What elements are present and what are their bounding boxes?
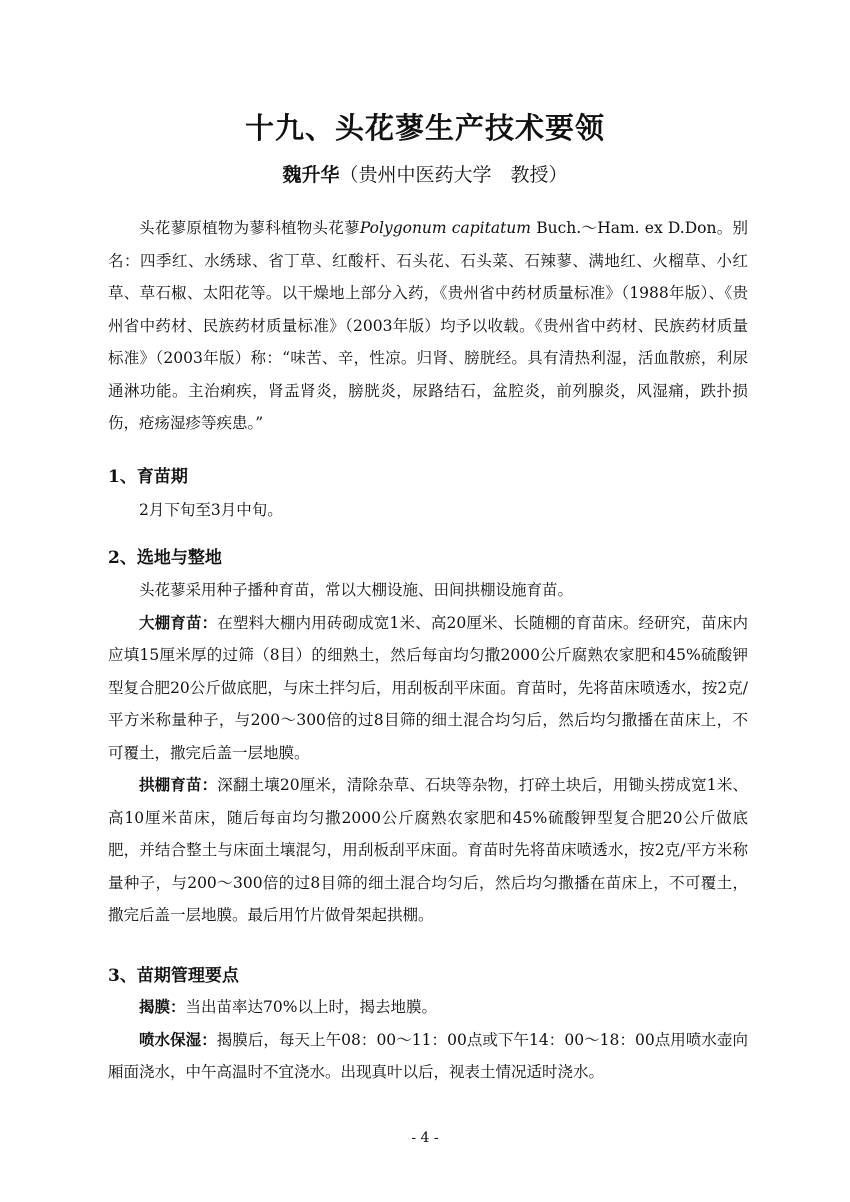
section-2-heading: 2、选地与整地 <box>108 548 222 568</box>
author-line <box>0 160 850 187</box>
section-2-block <box>108 574 748 932</box>
greenhouse-term: 大棚育苗： <box>139 612 218 632</box>
arch-shed-paragraph <box>108 769 748 932</box>
latin-name: Polygonum capitatum <box>359 219 531 237</box>
intro-paragraph-block <box>108 212 748 440</box>
section-1-heading: 1、育苗期 <box>108 467 188 487</box>
section-2-intro: 头花蓼采用种子播种育苗，常以大棚设施、田间拱棚设施育苗。 <box>139 581 574 599</box>
watering-paragraph <box>108 1024 748 1089</box>
intro-paragraph <box>108 212 748 440</box>
page-number: - 4 - <box>411 1130 439 1146</box>
arch-shed-term: 拱棚育苗： <box>139 775 218 794</box>
film-removal-paragraph <box>108 991 748 1024</box>
author-name: 魏升华 <box>282 164 340 186</box>
intro-text-rest: Buch.～Ham. ex D.Don。别名：四季红、水绣球、省丁草、红酸杆、石头花、石头菜、石辣蓼、满地红、火榴草、小红草、草石椒、太阳花等。以干燥地上部分入药，《贵州省中药材质量标准》（1988年版）、《贵州省中药材、民族药材质量标准》（2003年版）均予以收载。《贵州省中药材、民族药材质量标准》（2003年版）称：“味苦、辛，性凉。归肾、膀胱经。具有清热利湿，活血散瘀，利尿通淋功能。主治痢疾，肾盂肾炎，膀胱炎，尿路结石，盆腔炎，前列腺炎，风湿痛，跌扑损伤，疮疡湿疹等疾患。” <box>108 219 748 432</box>
greenhouse-text: 在塑料大棚内用砖砌成宽1米、高20厘米、长随棚的育苗床。经研究，苗床内应填15厘米厚的过筛（8目）的细熟土，然后每亩均匀撒2000公斤腐熟农家肥和45%硫酸钾型复合肥20公斤做底肥，与床土拌匀后，用刮板刮平床面。育苗时，先将苗床喷透水，按2克/平方米称量种子，与200～300倍的过8目筛的细土混合均匀后，然后均匀撒播在苗床上，不可覆土，撒完后盖一层地膜。 <box>108 613 748 762</box>
greenhouse-paragraph <box>108 607 748 770</box>
arch-shed-text: 深翻土壤20厘米，清除杂草、石块等杂物，打碎土块后，用锄头捞成宽1米、高10厘米苗床，随后每亩均匀撒2000公斤腐熟农家肥和45%硫酸钾型复合肥20公斤做底肥，并结合整土与床面土壤混匀，用刮板刮平床面。育苗时先将苗床喷透水，按2克/平方米称量种子，与200～300倍的过8目筛的细土混合均匀后，然后均匀撒播在苗床上，不可覆土，撒完后盖一层地膜。最后用竹片做骨架起拱棚。 <box>108 776 748 924</box>
watering-text: 揭膜后，每天上午08：00～11：00点或下午14：00～18：00点用喷水壶向厢面浇水，中午高温时不宜浇水。出现真叶以后，视表土情况适时浇水。 <box>108 1030 748 1081</box>
film-removal-term: 揭膜： <box>139 997 186 1016</box>
watering-term: 喷水保湿： <box>139 1029 217 1049</box>
section-3-heading: 3、苗期管理要点 <box>108 966 239 986</box>
film-removal-text: 当出苗率达70%以上时，揭去地膜。 <box>185 998 437 1016</box>
section-1-block <box>108 494 748 527</box>
page-title: 十九、头花蓼生产技术要领 <box>244 111 605 145</box>
author-affiliation: （贵州中医药大学 教授） <box>339 164 568 186</box>
section-3-block <box>108 991 748 1089</box>
intro-text-start: 头花蓼原植物为蓼科植物头花蓼 <box>139 219 360 237</box>
section-1-text: 2月下旬至3月中旬。 <box>139 501 283 519</box>
